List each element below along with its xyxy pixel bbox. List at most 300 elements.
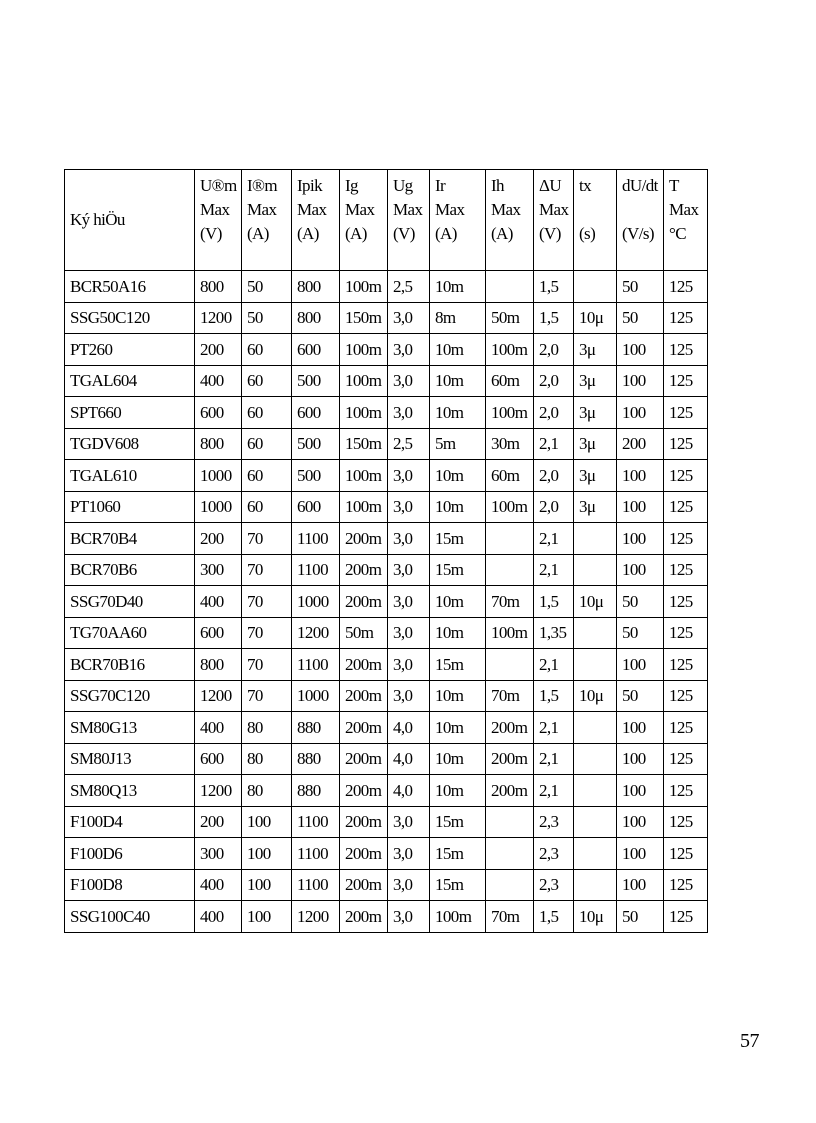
cell-ipik-max: 500 — [292, 428, 340, 460]
cell-delta-u-max: 1,5 — [534, 586, 574, 618]
cell-ug-max: 3,0 — [388, 901, 430, 933]
header-line: Ig — [345, 176, 358, 195]
cell-du-dt: 100 — [617, 806, 664, 838]
cell-ir-max: 10m — [430, 491, 486, 523]
cell-ir-max: 15m — [430, 869, 486, 901]
cell-i-max: 60 — [242, 491, 292, 523]
table-row — [65, 271, 708, 303]
cell-ir-max: 15m — [430, 838, 486, 870]
header-line: (A) — [491, 224, 513, 243]
cell-ir-max: 10m — [430, 365, 486, 397]
cell-u-max: 1200 — [195, 680, 242, 712]
cell-delta-u-max: 2,1 — [534, 649, 574, 681]
thyristor-spec-table — [64, 169, 708, 933]
cell-ug-max: 3,0 — [388, 680, 430, 712]
cell-symbol: BCR50A16 — [65, 271, 195, 303]
table-row — [65, 523, 708, 555]
cell-t-max: 125 — [664, 554, 708, 586]
header-line: Max — [200, 200, 230, 219]
cell-symbol: BCR70B16 — [65, 649, 195, 681]
cell-t-max: 125 — [664, 460, 708, 492]
cell-ih-max — [486, 649, 534, 681]
header-line: tx — [579, 176, 592, 195]
cell-du-dt: 100 — [617, 554, 664, 586]
cell-u-max: 200 — [195, 523, 242, 555]
cell-ig-max: 200m — [340, 554, 388, 586]
cell-delta-u-max: 1,5 — [534, 680, 574, 712]
table-row — [65, 586, 708, 618]
cell-ig-max: 200m — [340, 775, 388, 807]
cell-ug-max: 3,0 — [388, 586, 430, 618]
cell-t-max: 125 — [664, 838, 708, 870]
cell-symbol: BCR70B6 — [65, 554, 195, 586]
cell-ir-max: 10m — [430, 680, 486, 712]
table-row — [65, 869, 708, 901]
cell-i-max: 100 — [242, 869, 292, 901]
cell-i-max: 80 — [242, 712, 292, 744]
cell-u-max: 400 — [195, 586, 242, 618]
header-line: (A) — [247, 224, 269, 243]
cell-tx — [574, 869, 617, 901]
cell-du-dt: 50 — [617, 617, 664, 649]
cell-u-max: 1000 — [195, 491, 242, 523]
header-cell-ir-max — [430, 170, 486, 271]
cell-i-max: 50 — [242, 302, 292, 334]
cell-symbol: SSG50C120 — [65, 302, 195, 334]
cell-ir-max: 10m — [430, 617, 486, 649]
cell-ih-max: 70m — [486, 586, 534, 618]
cell-ug-max: 3,0 — [388, 397, 430, 429]
header-line: Max — [491, 200, 521, 219]
cell-du-dt: 100 — [617, 523, 664, 555]
cell-delta-u-max: 2,1 — [534, 523, 574, 555]
cell-t-max: 125 — [664, 491, 708, 523]
header-cell-ipik-max — [292, 170, 340, 271]
cell-ih-max: 70m — [486, 901, 534, 933]
cell-ipik-max: 880 — [292, 743, 340, 775]
cell-ir-max: 15m — [430, 806, 486, 838]
cell-ih-max — [486, 838, 534, 870]
cell-ipik-max: 1100 — [292, 523, 340, 555]
cell-tx: 3μ — [574, 491, 617, 523]
cell-i-max: 50 — [242, 271, 292, 303]
cell-ipik-max: 1000 — [292, 586, 340, 618]
header-line: I®m — [247, 176, 278, 195]
cell-u-max: 600 — [195, 743, 242, 775]
cell-ih-max: 100m — [486, 334, 534, 366]
cell-delta-u-max: 2,3 — [534, 838, 574, 870]
cell-ipik-max: 880 — [292, 775, 340, 807]
cell-ig-max: 100m — [340, 334, 388, 366]
cell-tx — [574, 806, 617, 838]
table-row — [65, 617, 708, 649]
cell-i-max: 60 — [242, 460, 292, 492]
cell-t-max: 125 — [664, 617, 708, 649]
cell-t-max: 125 — [664, 365, 708, 397]
cell-ir-max: 100m — [430, 901, 486, 933]
header-line: T — [669, 176, 679, 195]
header-line: Max — [247, 200, 277, 219]
header-line: Max — [345, 200, 375, 219]
cell-du-dt: 50 — [617, 901, 664, 933]
header-cell-ug-max — [388, 170, 430, 271]
cell-ig-max: 200m — [340, 901, 388, 933]
header-line: (V) — [200, 224, 222, 243]
cell-u-max: 300 — [195, 554, 242, 586]
cell-tx — [574, 775, 617, 807]
header-cell-ih-max — [486, 170, 534, 271]
header-cell-tx — [574, 170, 617, 271]
cell-symbol: TG70AA60 — [65, 617, 195, 649]
cell-du-dt: 100 — [617, 869, 664, 901]
cell-ipik-max: 600 — [292, 334, 340, 366]
table-row — [65, 901, 708, 933]
cell-symbol: F100D6 — [65, 838, 195, 870]
cell-i-max: 60 — [242, 428, 292, 460]
cell-symbol: BCR70B4 — [65, 523, 195, 555]
cell-du-dt: 100 — [617, 775, 664, 807]
cell-u-max: 800 — [195, 649, 242, 681]
cell-symbol: SM80G13 — [65, 712, 195, 744]
cell-symbol: F100D4 — [65, 806, 195, 838]
cell-du-dt: 50 — [617, 680, 664, 712]
cell-ih-max: 70m — [486, 680, 534, 712]
cell-u-max: 600 — [195, 617, 242, 649]
cell-du-dt: 200 — [617, 428, 664, 460]
cell-delta-u-max: 2,1 — [534, 775, 574, 807]
cell-symbol: TGAL610 — [65, 460, 195, 492]
cell-delta-u-max: 2,0 — [534, 365, 574, 397]
cell-tx — [574, 712, 617, 744]
cell-tx — [574, 617, 617, 649]
cell-ir-max: 8m — [430, 302, 486, 334]
header-line: °C — [669, 224, 686, 243]
cell-ig-max: 200m — [340, 838, 388, 870]
table-row — [65, 712, 708, 744]
table-row — [65, 554, 708, 586]
cell-delta-u-max: 1,35 — [534, 617, 574, 649]
header-line: (s) — [579, 224, 596, 243]
cell-i-max: 70 — [242, 617, 292, 649]
cell-symbol: SPT660 — [65, 397, 195, 429]
cell-t-max: 125 — [664, 680, 708, 712]
cell-ig-max: 200m — [340, 712, 388, 744]
cell-ug-max: 4,0 — [388, 712, 430, 744]
cell-delta-u-max: 2,1 — [534, 743, 574, 775]
header-line — [579, 198, 616, 222]
cell-delta-u-max: 1,5 — [534, 271, 574, 303]
cell-i-max: 80 — [242, 775, 292, 807]
cell-ipik-max: 1100 — [292, 838, 340, 870]
cell-ipik-max: 1200 — [292, 901, 340, 933]
cell-delta-u-max: 2,3 — [534, 806, 574, 838]
cell-ug-max: 3,0 — [388, 302, 430, 334]
cell-ih-max: 100m — [486, 491, 534, 523]
cell-ih-max — [486, 523, 534, 555]
cell-i-max: 60 — [242, 365, 292, 397]
header-cell-u-max — [195, 170, 242, 271]
cell-ipik-max: 800 — [292, 302, 340, 334]
cell-i-max: 70 — [242, 680, 292, 712]
cell-tx: 3μ — [574, 334, 617, 366]
cell-symbol: SSG70C120 — [65, 680, 195, 712]
cell-ug-max: 3,0 — [388, 334, 430, 366]
cell-ipik-max: 1000 — [292, 680, 340, 712]
table-row — [65, 302, 708, 334]
cell-ig-max: 200m — [340, 869, 388, 901]
cell-u-max: 800 — [195, 428, 242, 460]
cell-ih-max — [486, 806, 534, 838]
cell-ir-max: 15m — [430, 523, 486, 555]
header-line — [622, 198, 663, 222]
cell-ir-max: 10m — [430, 271, 486, 303]
cell-ig-max: 100m — [340, 365, 388, 397]
cell-ir-max: 10m — [430, 712, 486, 744]
table-row — [65, 460, 708, 492]
cell-ir-max: 15m — [430, 554, 486, 586]
cell-tx: 10μ — [574, 586, 617, 618]
cell-ig-max: 100m — [340, 491, 388, 523]
header-line: (A) — [297, 224, 319, 243]
cell-du-dt: 100 — [617, 838, 664, 870]
cell-u-max: 400 — [195, 901, 242, 933]
cell-du-dt: 50 — [617, 302, 664, 334]
cell-symbol: SM80J13 — [65, 743, 195, 775]
header-line: Max — [393, 200, 423, 219]
cell-ug-max: 3,0 — [388, 869, 430, 901]
cell-delta-u-max: 2,3 — [534, 869, 574, 901]
cell-ir-max: 10m — [430, 586, 486, 618]
cell-ug-max: 3,0 — [388, 649, 430, 681]
cell-u-max: 400 — [195, 869, 242, 901]
table-row — [65, 397, 708, 429]
cell-ih-max: 30m — [486, 428, 534, 460]
cell-t-max: 125 — [664, 271, 708, 303]
cell-tx — [574, 554, 617, 586]
cell-u-max: 200 — [195, 806, 242, 838]
header-line: (A) — [345, 224, 367, 243]
cell-i-max: 100 — [242, 901, 292, 933]
cell-du-dt: 100 — [617, 397, 664, 429]
header-line: U®m — [200, 176, 237, 195]
cell-symbol: F100D8 — [65, 869, 195, 901]
cell-ipik-max: 800 — [292, 271, 340, 303]
table-row — [65, 775, 708, 807]
cell-delta-u-max: 1,5 — [534, 901, 574, 933]
cell-t-max: 125 — [664, 302, 708, 334]
header-line: ΔU — [539, 176, 562, 195]
header-line: (A) — [435, 224, 457, 243]
cell-ipik-max: 600 — [292, 397, 340, 429]
header-line: Ir — [435, 176, 446, 195]
cell-tx — [574, 523, 617, 555]
cell-ug-max: 3,0 — [388, 365, 430, 397]
cell-ig-max: 200m — [340, 523, 388, 555]
header-cell-du-dt — [617, 170, 664, 271]
cell-symbol: PT1060 — [65, 491, 195, 523]
cell-du-dt: 100 — [617, 712, 664, 744]
cell-tx — [574, 271, 617, 303]
cell-ipik-max: 880 — [292, 712, 340, 744]
cell-t-max: 125 — [664, 428, 708, 460]
cell-i-max: 70 — [242, 554, 292, 586]
cell-i-max: 60 — [242, 334, 292, 366]
table-row — [65, 491, 708, 523]
header-line: Ug — [393, 176, 413, 195]
cell-symbol: SSG70D40 — [65, 586, 195, 618]
header-line: (V/s) — [622, 224, 654, 243]
cell-ih-max — [486, 554, 534, 586]
cell-ipik-max: 1200 — [292, 617, 340, 649]
header-cell-ig-max — [340, 170, 388, 271]
cell-ug-max: 3,0 — [388, 806, 430, 838]
cell-tx — [574, 649, 617, 681]
header-line: Max — [669, 200, 699, 219]
header-line: Max — [539, 200, 569, 219]
cell-ir-max: 15m — [430, 649, 486, 681]
header-cell-symbol — [65, 170, 195, 271]
cell-delta-u-max: 2,0 — [534, 334, 574, 366]
cell-ih-max: 50m — [486, 302, 534, 334]
cell-ih-max — [486, 869, 534, 901]
cell-t-max: 125 — [664, 806, 708, 838]
cell-u-max: 1000 — [195, 460, 242, 492]
cell-u-max: 400 — [195, 365, 242, 397]
cell-t-max: 125 — [664, 397, 708, 429]
cell-du-dt: 100 — [617, 365, 664, 397]
cell-ipik-max: 500 — [292, 365, 340, 397]
cell-i-max: 70 — [242, 649, 292, 681]
cell-u-max: 1200 — [195, 302, 242, 334]
cell-ig-max: 200m — [340, 680, 388, 712]
cell-ug-max: 3,0 — [388, 460, 430, 492]
cell-ug-max: 3,0 — [388, 617, 430, 649]
cell-tx: 10μ — [574, 680, 617, 712]
cell-u-max: 300 — [195, 838, 242, 870]
table-row — [65, 649, 708, 681]
cell-u-max: 400 — [195, 712, 242, 744]
header-line: Max — [297, 200, 327, 219]
header-line: (V) — [393, 224, 415, 243]
cell-symbol: SM80Q13 — [65, 775, 195, 807]
header-line: dU/dt — [622, 176, 658, 195]
cell-ig-max: 200m — [340, 806, 388, 838]
header-line: Max — [435, 200, 465, 219]
cell-ipik-max: 1100 — [292, 869, 340, 901]
cell-du-dt: 100 — [617, 649, 664, 681]
header-cell-delta-u-max — [534, 170, 574, 271]
cell-delta-u-max: 2,0 — [534, 460, 574, 492]
cell-du-dt: 100 — [617, 743, 664, 775]
cell-tx: 3μ — [574, 428, 617, 460]
table-row — [65, 743, 708, 775]
cell-tx: 3μ — [574, 460, 617, 492]
cell-ug-max: 3,0 — [388, 838, 430, 870]
table-row — [65, 334, 708, 366]
cell-ug-max: 3,0 — [388, 523, 430, 555]
cell-ih-max: 100m — [486, 617, 534, 649]
cell-du-dt: 100 — [617, 460, 664, 492]
cell-ipik-max: 1100 — [292, 554, 340, 586]
cell-ipik-max: 600 — [292, 491, 340, 523]
cell-ipik-max: 1100 — [292, 649, 340, 681]
cell-ig-max: 150m — [340, 428, 388, 460]
cell-t-max: 125 — [664, 523, 708, 555]
cell-ig-max: 100m — [340, 397, 388, 429]
header-cell-i-max — [242, 170, 292, 271]
cell-delta-u-max: 2,1 — [534, 554, 574, 586]
cell-tx — [574, 743, 617, 775]
cell-ih-max: 100m — [486, 397, 534, 429]
header-cell-t-max — [664, 170, 708, 271]
cell-tx: 10μ — [574, 901, 617, 933]
cell-delta-u-max: 2,1 — [534, 428, 574, 460]
cell-delta-u-max: 2,0 — [534, 397, 574, 429]
table-row — [65, 806, 708, 838]
cell-ug-max: 4,0 — [388, 775, 430, 807]
cell-ig-max: 50m — [340, 617, 388, 649]
table-row — [65, 365, 708, 397]
cell-ug-max: 3,0 — [388, 491, 430, 523]
table-header-row — [65, 170, 708, 271]
cell-u-max: 800 — [195, 271, 242, 303]
cell-du-dt: 100 — [617, 334, 664, 366]
cell-symbol: SSG100C40 — [65, 901, 195, 933]
cell-i-max: 70 — [242, 523, 292, 555]
cell-tx: 3μ — [574, 397, 617, 429]
cell-ir-max: 10m — [430, 334, 486, 366]
cell-ig-max: 150m — [340, 302, 388, 334]
cell-symbol: TGAL604 — [65, 365, 195, 397]
header-line: Ipik — [297, 176, 322, 195]
cell-ug-max: 2,5 — [388, 271, 430, 303]
cell-t-max: 125 — [664, 901, 708, 933]
cell-du-dt: 50 — [617, 586, 664, 618]
cell-ipik-max: 500 — [292, 460, 340, 492]
cell-ih-max: 200m — [486, 775, 534, 807]
header-line: (V) — [539, 224, 561, 243]
cell-tx: 3μ — [574, 365, 617, 397]
cell-ih-max: 200m — [486, 712, 534, 744]
cell-ug-max: 3,0 — [388, 554, 430, 586]
cell-t-max: 125 — [664, 649, 708, 681]
cell-t-max: 125 — [664, 712, 708, 744]
cell-symbol: TGDV608 — [65, 428, 195, 460]
cell-tx: 10μ — [574, 302, 617, 334]
table-row — [65, 428, 708, 460]
cell-tx — [574, 838, 617, 870]
cell-ir-max: 10m — [430, 460, 486, 492]
cell-i-max: 60 — [242, 397, 292, 429]
cell-u-max: 200 — [195, 334, 242, 366]
cell-i-max: 80 — [242, 743, 292, 775]
cell-t-max: 125 — [664, 586, 708, 618]
cell-t-max: 125 — [664, 775, 708, 807]
cell-i-max: 100 — [242, 806, 292, 838]
table-row — [65, 838, 708, 870]
cell-ug-max: 4,0 — [388, 743, 430, 775]
cell-t-max: 125 — [664, 743, 708, 775]
cell-ig-max: 200m — [340, 586, 388, 618]
cell-i-max: 70 — [242, 586, 292, 618]
cell-ir-max: 10m — [430, 775, 486, 807]
cell-ih-max: 200m — [486, 743, 534, 775]
cell-symbol: PT260 — [65, 334, 195, 366]
cell-i-max: 100 — [242, 838, 292, 870]
cell-ig-max: 200m — [340, 649, 388, 681]
cell-ipik-max: 1100 — [292, 806, 340, 838]
cell-u-max: 1200 — [195, 775, 242, 807]
